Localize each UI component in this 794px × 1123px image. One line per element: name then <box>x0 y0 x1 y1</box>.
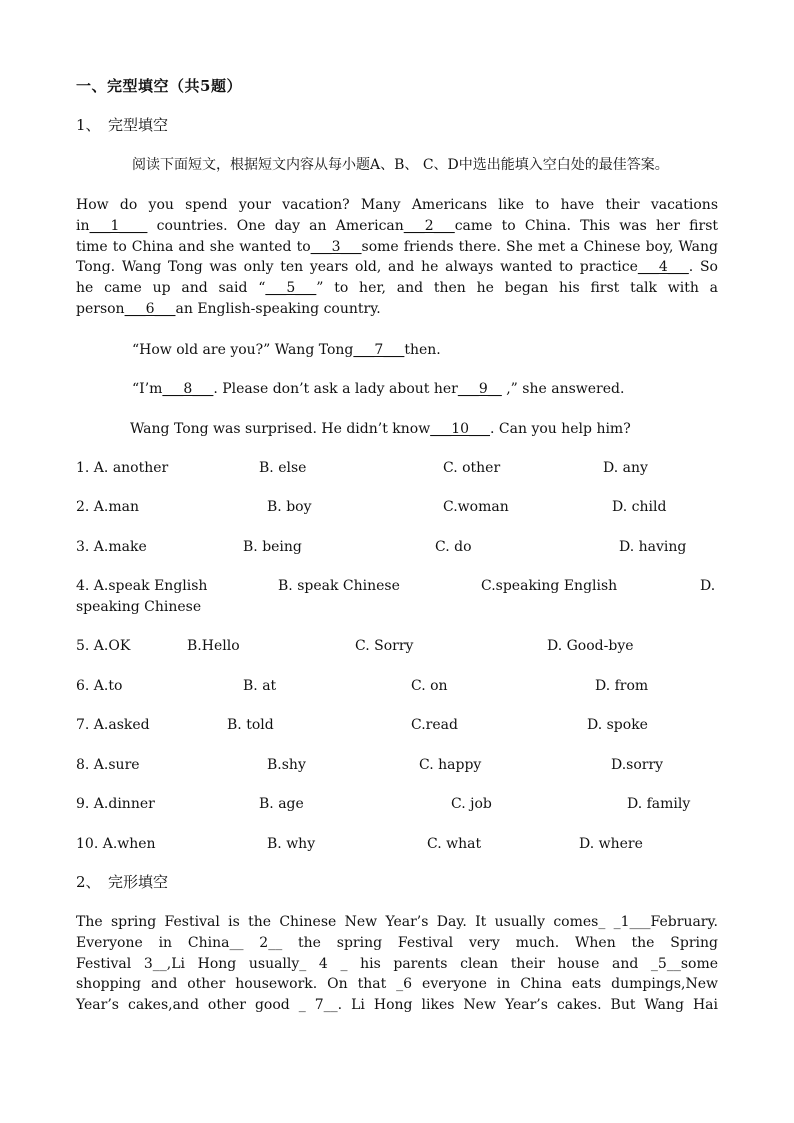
text-run: “I’m <box>132 381 163 397</box>
text-run: Tong. Wang Tong was only ten years old, and he always wanted to practice <box>76 259 638 276</box>
option-8-B: B.shy <box>267 757 306 773</box>
text-run: ” to her, and then he began his first talk with a <box>316 280 719 297</box>
text-run: Festival 3__,Li Hong usually_ 4 _ his parents clean their house and _5__some <box>76 955 718 972</box>
section-title: 一、完型填空（共5题） <box>76 77 242 95</box>
option-6-B: B. at <box>243 678 277 694</box>
option-9-D: D. family <box>627 796 691 812</box>
text-run: countries. One day an American <box>147 217 404 234</box>
option-1-B: B. else <box>259 460 307 476</box>
option-7-C: C.read <box>411 717 458 733</box>
option-2-D: D. child <box>612 499 667 515</box>
answer-blank: ___9__ <box>457 381 502 397</box>
text-run: shopping and other housework. On that _6 everyone in China eats dumpings,New <box>76 976 718 993</box>
answer-blank: ___3___ <box>310 238 362 255</box>
option-6-D: D. from <box>595 678 649 694</box>
text-run: The spring Festival is the Chinese New Year’s Day. It usually comes_ _1___February. <box>76 914 718 930</box>
option-10-C: C. what <box>427 836 482 852</box>
option-2-A: 2. A.man <box>76 499 140 515</box>
text-run: ,” she answered. <box>501 381 625 397</box>
option-2-C: C.woman <box>443 499 509 515</box>
answer-blank: ___4___ <box>637 259 689 276</box>
option-3-B: B. being <box>243 539 302 555</box>
option-4-D: D. <box>700 578 716 594</box>
option-5-C: C. Sorry <box>355 638 414 654</box>
question-2-heading: 2、 完形填空 <box>76 873 169 891</box>
passage-line <box>76 237 718 258</box>
passage-line <box>76 912 718 933</box>
option-9-C: C. job <box>451 796 492 812</box>
text-run: Everyone in China__ 2__ the spring Festival very much. When the Spring <box>76 934 718 951</box>
passage-line <box>76 954 718 975</box>
option-3-C: C. do <box>435 539 472 555</box>
answer-blank: ___7___ <box>353 342 405 358</box>
option-7-D: D. spoke <box>587 717 648 733</box>
option-9-B: B. age <box>259 796 304 812</box>
option-6-A: 6. A.to <box>76 678 123 694</box>
text-run: time to China and she wanted to <box>76 238 311 255</box>
answer-blank: ___1____ <box>89 217 148 234</box>
option-4-B: B. speak Chinese <box>278 578 400 594</box>
text-run: an English-speaking country. <box>175 301 381 317</box>
option-7-A: 7. A.asked <box>76 717 150 733</box>
answer-blank: ___8___ <box>162 381 214 397</box>
dialogue-line <box>130 419 730 440</box>
option-5-A: 5. A.OK <box>76 638 131 654</box>
answer-blank: ___6___ <box>124 301 176 317</box>
text-run: he came up and said “ <box>76 280 266 297</box>
option-10-B: B. why <box>267 836 316 852</box>
option-4-C: C.speaking English <box>481 578 618 594</box>
dialogue-line <box>132 340 732 361</box>
option-1-A: 1. A. another <box>76 460 169 476</box>
option-4-D-text: speaking Chinese <box>76 599 202 615</box>
option-1-D: D. any <box>603 460 648 476</box>
question-1-heading: 1、 完型填空 <box>76 116 169 134</box>
text-run: person <box>76 301 125 317</box>
option-6-C: C. on <box>411 678 448 694</box>
dialogue-line <box>132 379 732 400</box>
text-run: Year’s cakes,and other good _ 7__. Li Hong likes New Year’s cakes. But Wang Hai <box>76 997 718 1014</box>
option-8-D: D.sorry <box>611 757 664 773</box>
option-9-A: 9. A.dinner <box>76 796 155 812</box>
text-run: then. <box>404 342 441 358</box>
passage-line <box>76 216 718 237</box>
passage-line <box>76 195 718 216</box>
option-10-D: D. where <box>579 836 643 852</box>
text-run: . So <box>688 259 718 276</box>
option-8-A: 8. A.sure <box>76 757 140 773</box>
answer-blank: ___2___ <box>403 217 455 234</box>
text-run: came to China. This was her first <box>454 217 718 234</box>
option-8-C: C. happy <box>419 757 482 773</box>
answer-blank: ___10___ <box>430 421 491 437</box>
text-run: Wang Tong was surprised. He didn’t know <box>130 421 431 437</box>
text-run: “How old are you?” Wang Tong <box>132 342 354 358</box>
passage-line <box>76 933 718 954</box>
option-4-A: 4. A.speak English <box>76 578 208 594</box>
passage-line <box>76 278 718 299</box>
question-1-instruction: 阅读下面短文，根据短文内容从每小题A、B、 C、D中选出能填入空白处的最佳答案。 <box>132 157 669 173</box>
passage-line <box>76 995 718 1016</box>
option-10-A: 10. A.when <box>76 836 156 852</box>
option-5-B: B.Hello <box>187 638 240 654</box>
text-run: in <box>76 217 90 234</box>
option-3-A: 3. A.make <box>76 539 147 555</box>
text-run: some friends there. She met a Chinese boy, Wang <box>361 238 718 255</box>
text-run: How do you spend your vacation? Many Americans like to have their vacations <box>76 197 718 213</box>
option-3-D: D. having <box>619 539 687 555</box>
passage-line <box>76 299 718 320</box>
passage-line <box>76 974 718 995</box>
text-run: . Please don’t ask a lady about her <box>213 381 458 397</box>
option-2-B: B. boy <box>267 499 312 515</box>
passage-line <box>76 257 718 278</box>
option-1-C: C. other <box>443 460 501 476</box>
option-5-D: D. Good-bye <box>547 638 634 654</box>
option-7-B: B. told <box>227 717 274 733</box>
answer-blank: ___5___ <box>265 280 317 297</box>
text-run: . Can you help him? <box>490 421 631 437</box>
